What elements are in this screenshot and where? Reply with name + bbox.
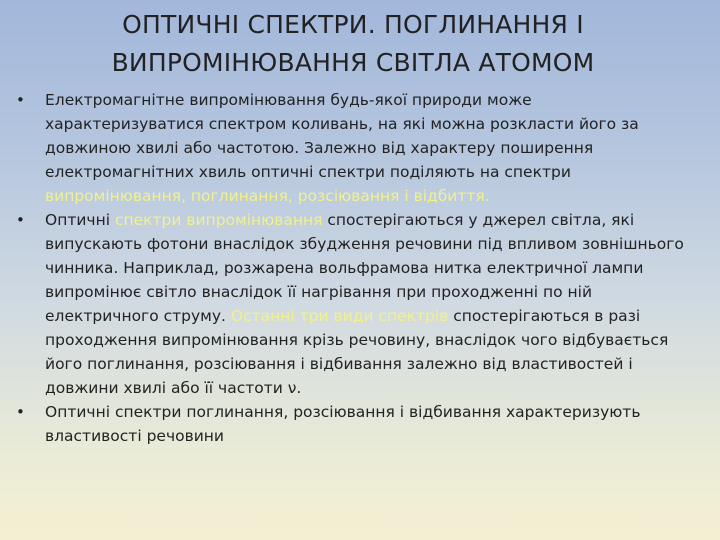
title-line-1: ОПТИЧНІ СПЕКТРИ. ПОГЛИНАННЯ І xyxy=(122,10,584,39)
slide-title xyxy=(16,6,690,82)
bullet-text: Оптичні xyxy=(45,211,115,229)
bullet-item-substance-properties xyxy=(16,400,690,448)
bullet-text: Оптичні спектри поглинання, розсіювання і відбивання характеризують властивості речовини xyxy=(45,403,641,445)
highlighted-text: випромінювання, поглинання, розсіювання і відбиття. xyxy=(45,187,490,205)
bullet-list xyxy=(16,88,690,448)
bullet-icon: • xyxy=(16,211,25,229)
bullet-item-emission-spectra xyxy=(16,208,690,400)
bullet-icon: • xyxy=(16,403,25,421)
title-line-2: ВИПРОМІНЮВАННЯ СВІТЛА АТОМОМ xyxy=(111,48,595,77)
highlighted-text: Останні три види спектрів xyxy=(230,307,449,325)
bullet-text: спостерігаються в разі проходження випромінювання крізь речовину, внаслідок чого відбувається його поглинання, розсіювання і відбивання залежно від властивостей і довжини хвилі або її частоти ν. xyxy=(45,307,669,397)
bullet-text: спостерігаються у джерел світла, які випускають фотони внаслідок збудження речовини під впливом зовнішнього чинника. Наприклад, розжарена вольфрамова нитка електричної лампи випромінює світло внаслідок її нагрівання при проходженні по ній електричного струму. xyxy=(45,211,684,325)
bullet-text: Електромагнітне випромінювання будь-якої природи може характеризуватися спектром коливань, на які можна розкласти його за довжиною хвилі або частотою. Залежно від характеру поширення електромагнітних хвиль оптичні спектри поділяють на спектри xyxy=(45,91,639,181)
bullet-icon: • xyxy=(16,91,25,109)
highlighted-text: спектри випромінювання xyxy=(114,211,323,229)
bullet-item-spectra-definition xyxy=(16,88,690,208)
